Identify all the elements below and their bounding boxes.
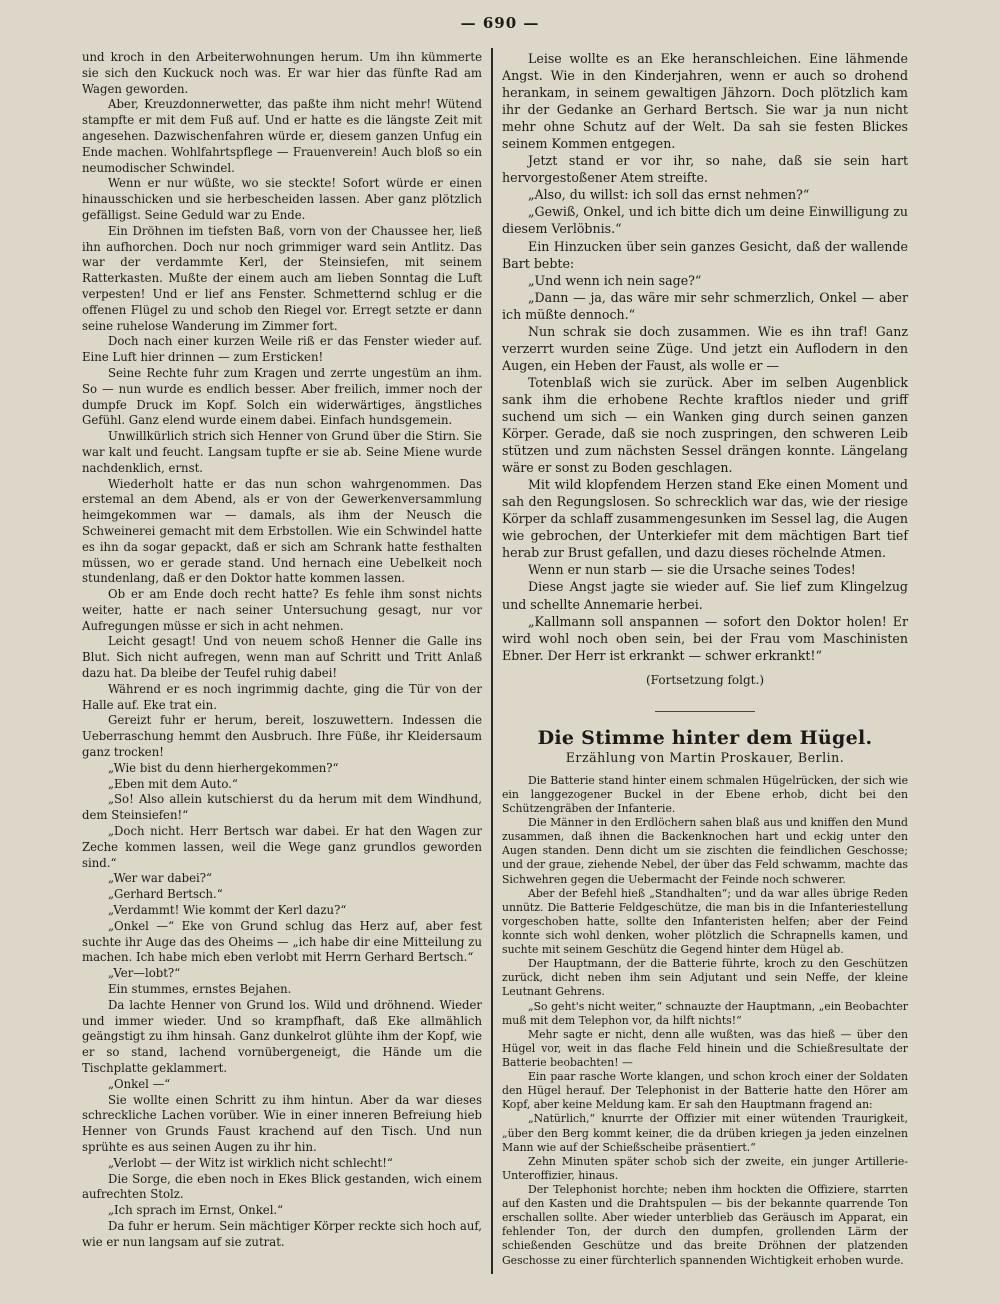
left-column — [82, 50, 482, 1251]
paragraph: Ein stummes, ernstes Bejahen. — [108, 982, 292, 997]
right-column — [502, 50, 908, 1268]
paragraph: Jetzt stand er vor ihr, so nahe, daß sie sein hart hervorgestoßener Atem streifte. — [502, 153, 908, 186]
paragraph: Aber, Kreuzdonnerwetter, das paßte ihm nicht mehr! Wütend stampfte er mit dem Fuß auf. Und er hatte es die längste Zeit mit angesehen. Dazwischenfahren würde er, diesem ganzen Unfug ein Ende machen. Wohlfahrtspflege — Frauenverein! Auch bloß so ein neumodischer Schwindel. — [82, 97, 482, 175]
paragraph: Diese Angst jagte sie wieder auf. Sie lief zum Klingelzug und schellte Annemarie herbei. — [502, 579, 908, 612]
paragraph: „Kallmann soll anspannen — sofort den Doktor holen! Er wird wohl noch oben sein, bei der Frau vom Maschinisten Ebner. Der Herr ist erkrankt — schwer erkrankt!“ — [502, 613, 908, 663]
paragraph: Ein Dröhnen im tiefsten Baß, vorn von der Chaussee her, ließ ihn aufhorchen. Doch nur noch grimmiger ward sein Antlitz. Das war der verdammte Kerl, der Steinsiefen, mit seinem Ratterkasten. Mußte der einem auch am lieben Sonntag die Luft verpesten! Und er lief ans Fenster. Schmetternd schlug er die offenen Flügel zu und schob den Riegel vor. Erregt setzte er dann seine ruhelose Wanderung im Zimmer fort. — [82, 223, 482, 333]
paragraph: „Onkel —“ — [108, 1076, 171, 1091]
paragraph: „Und wenn ich nein sage?“ — [528, 272, 702, 288]
paragraph: Ein paar rasche Worte klangen, und schon kroch einer der Soldaten den Hügel herauf. Der Telephonist in der Batterie hatte den Hörer am Kopf, aber keine Meldung kam. Er sah den Hauptmann fragend an: — [502, 1070, 908, 1112]
paragraph: Wenn er nun starb — sie die Ursache seines Todes! — [528, 562, 856, 578]
paragraph: „Ich sprach im Ernst, Onkel.“ — [108, 1203, 284, 1218]
section-separator — [655, 711, 755, 712]
paragraph: Da fuhr er herum. Sein mächtiger Körper reckte sich hoch auf, wie er nun langsam auf sie zutrat. — [82, 1218, 482, 1249]
paragraph: „Gewiß, Onkel, und ich bitte dich um deine Einwilligung zu diesem Verlöbnis.“ — [502, 204, 908, 237]
paragraph: Die Männer in den Erdlöchern sahen blaß aus und kniffen den Mund zusammen, daß ihnen die Backenknochen hart und eckig unter den Augen standen. Denn dicht um sie zischten die feindlichen Geschosse; und der graue, ziehende Nebel, der über das Feld schwamm, machte das Sichwehren gegen die Uebermacht der Feinde noch schwerer. — [502, 816, 908, 886]
paragraph: Mehr sagte er nicht, denn alle wußten, was das hieß — über den Hügel vor, weit in das flache Feld hinein und die Schießresultate der Batterie beobachten! — — [502, 1027, 908, 1070]
paragraph: Da lachte Henner von Grund los. Wild und dröhnend. Wieder und immer wieder. Und so krampfhaft, daß Eke allmählich geängstigt zu ihm hinsah. Ganz dunkelrot glühte ihm der Kopf, wie er so stand, lachend vornübergeneigt, die Hände um die Tischplatte geklammert. — [82, 997, 482, 1075]
continuation-note: (Fortsetzung folgt.) — [646, 672, 764, 687]
paragraph: „So! Also allein kutschierst du da herum mit dem Windhund, dem Steinsiefen!“ — [82, 792, 482, 823]
paragraph: „Doch nicht. Herr Bertsch war dabei. Er hat den Wagen zur Zeche kommen lassen, weil die Wege ganz grundlos geworden sind.“ — [82, 824, 482, 870]
paragraph: „Wie bist du denn hierhergekommen?“ — [108, 760, 339, 775]
paragraph: Doch nach einer kurzen Weile riß er das Fenster wieder auf. Eine Luft hier drinnen — zum Ersticken! — [82, 334, 482, 365]
paragraph: „Verlobt — der Witz ist wirklich nicht schlecht!“ — [108, 1155, 393, 1170]
paragraph: Leise wollte es an Eke heranschleichen. Eine lähmende Angst. Wie in den Kinderjahren, wenn er auch so drohend herankam, in seinem gewaltigen Jähzorn. Doch plötzlich kam ihr der Gedanke an Gerhard Bertsch. Sie war ja nun nicht mehr ohne Schutz auf der Welt. Da sah sie festen Blickes seinem Kommen entgegen. — [502, 51, 908, 152]
page-number: — 690 — — [460, 14, 540, 32]
paragraph: Leicht gesagt! Und von neuem schoß Henner die Galle ins Blut. Sich nicht aufregen, wenn man auf Schritt und Tritt Anlaß dazu hat. Da bleibe der Teufel ruhig dabei! — [82, 634, 482, 681]
paragraph: Während er es noch ingrimmig dachte, ging die Tür von der Halle auf. Eke trat ein. — [82, 681, 482, 712]
paragraph: Ein Hinzucken über sein ganzes Gesicht, daß der wallende Bart bebte: — [502, 238, 908, 271]
paragraph: Gereizt fuhr er herum, bereit, loszuwettern. Indessen die Ueberraschung hemmt den Ausbruch. Ihre Füße, ihr Kleidersaum ganz trocken! — [82, 713, 482, 760]
paragraph: Wenn er nur wüßte, wo sie steckte! Sofort würde er einen hinausschicken und sie herbescheiden lassen. Aber ganz plötzlich gefälligst. Seine Geduld war zu Ende. — [82, 176, 482, 222]
paragraph: Aber der Befehl hieß „Standhalten“; und da war alles übrige Reden unnütz. Die Batterie Feldgeschütze, die man bis in die Infanteriestellung vorgeschoben hatte, sollte den Infanteristen helfen; aber der Feind konnte sich wohl denken, woher plötzlich die Schrapnells kamen, und suchte mit seinem Geschütz die Gegend hinter dem Hügel ab. — [502, 886, 908, 957]
paragraph: Unwillkürlich strich sich Henner von Grund über die Stirn. Sie war kalt und feucht. Langsam tupfte er sie ab. Seine Miene wurde nachdenklich, ernst. — [82, 429, 482, 475]
paragraph: Ob er am Ende doch recht hatte? Es fehle ihm sonst nichts weiter, hatte er nach seiner Untersuchung gesagt, nur vor Aufregungen müsse er sich in acht nehmen. — [82, 587, 482, 633]
paragraph: Die Sorge, die eben noch in Ekes Blick gestanden, wich einem aufrechten Stolz. — [82, 1171, 482, 1202]
paragraph: Seine Rechte fuhr zum Kragen und zerrte ungestüm an ihm. So — nun wurde es endlich besser. Aber freilich, immer noch der dumpfe Druck im Kopf. Solch ein widerwärtiges, ängstliches Gefühl. Ganz elend wurde einem dabei. Einfach hundsgemein. — [82, 365, 482, 428]
story-title: Die Stimme hinter dem Hügel. — [537, 726, 873, 749]
paragraph: Wiederholt hatte er das nun schon wahrgenommen. Das erstemal an dem Abend, als er von der Gewerkenversammlung heimgekommen war — damals, als ihm der Neusch die Schweinerei gemacht mit dem Erbstollen. Wie ein Schwindel hatte es ihn da sogar gepackt, daß er sich am Schrank hatte festhalten müssen, wo er gerade stand. Und hernach eine Uebelkeit noch stundenlang, daß er den Doktor hatte kommen lassen. — [82, 476, 482, 586]
paragraph: Mit wild klopfendem Herzen stand Eke einen Moment und sah den Regungslosen. So schrecklich war das, wie der riesige Körper da schlaff zusammengesunken im Sessel lag, die Augen wie gebrochen, der Unterkiefer mit dem mächtigen Bart tief herab zur Brust gefallen, und dazu dieses röchelnde Atmen. — [502, 477, 908, 561]
paragraph: „Ver—lobt?“ — [108, 966, 181, 981]
story-body — [502, 774, 908, 1268]
paragraph: Der Hauptmann, der die Batterie führte, kroch zu den Geschützen zurück, dicht neben ihm sein Adjutant und sein Neffe, der kleine Leutnant Gehrens. — [502, 957, 908, 999]
paragraph: „Verdammt! Wie kommt der Kerl dazu?“ — [108, 903, 347, 918]
paragraph: Totenblaß wich sie zurück. Aber im selben Augenblick sank ihm die erhobene Rechte kraftlos nieder und griff suchend um sich — ein Wanken ging durch seinen ganzen Körper. Gerade, daß sie noch zuspringen, den schweren Leib stützen und zum nächsten Sessel drängen konnte. Längelang wäre er sonst zu Boden geschlagen. — [502, 374, 908, 476]
novel-continuation — [502, 50, 908, 664]
paragraph: „Natürlich,“ knurrte der Offizier mit einer wütenden Traurigkeit, „über den Berg kommt keiner, die da drüben kriegen ja jeden einzelnen Mann wie auf der Schießscheibe präsentiert.“ — [502, 1112, 908, 1154]
paragraph: „Wer war dabei?“ — [108, 871, 213, 886]
paragraph: „Onkel —“ Eke von Grund schlug das Herz auf, aber fest suchte ihr Auge das des Oheims — „ich habe dir eine Mitteilung zu machen. Ich habe mich eben verlobt mit Herrn Gerhard Bertsch.“ — [82, 918, 482, 965]
paragraph: „Eben mit dem Auto.“ — [108, 776, 238, 791]
paragraph: und kroch in den Arbeiterwohnungen herum. Um ihn kümmerte sie sich den Kuckuck noch was. Er war hier das fünfte Rad am Wagen geworden. — [82, 50, 482, 96]
paragraph: Sie wollte einen Schritt zu ihm hintun. Aber da war dieses schreckliche Lachen vorüber. Wie in einer inneren Befreiung hieb Henner von Grunds Faust krachend auf den Tisch. Und nun sprühte es aus seinen Augen zu ihr hin. — [82, 1092, 482, 1154]
paragraph: Die Batterie stand hinter einem schmalen Hügelrücken, der sich wie ein langgezogener Buckel in der Ebene erhob, dicht bei den Schützengräben der Infanterie. — [502, 773, 908, 816]
column-divider — [491, 48, 493, 1274]
paragraph: Nun schrak sie doch zusammen. Wie es ihn traf! Ganz verzerrt wurden seine Züge. Und jetzt ein Auflodern in den Augen, ein Heben der Faust, als wolle er — — [502, 323, 908, 373]
paragraph: Der Telephonist horchte; neben ihm hockten die Offiziere, starrten auf den Kasten und die Drahtspulen — bis der bekannte quarrende Ton erschallen sollte. Aber wieder unterblieb das Geräusch im Apparat, ein fehlender Ton, der durch den dumpfen, grollenden Lärm der schießenden Geschütze und das breite Dröhnen der platzenden Geschosse zu einer fürchterlich spannenden Wichtigkeit erhoben wurde. — [502, 1183, 908, 1267]
paragraph: „Also, du willst: ich soll das ernst nehmen?“ — [528, 187, 810, 203]
story-byline: Erzählung von Martin Proskauer, Berlin. — [565, 749, 845, 765]
paragraph: „So geht's nicht weiter,“ schnauzte der Hauptmann, „ein Beobachter muß mit dem Telephon vor, da hilft nichts!“ — [502, 999, 908, 1027]
paragraph: Zehn Minuten später schob sich der zweite, ein junger Artillerie-Unteroffizier, hinaus. — [502, 1154, 908, 1182]
paragraph: „Gerhard Bertsch.“ — [108, 887, 223, 902]
paragraph: „Dann — ja, das wäre mir sehr schmerzlich, Onkel — aber ich müßte dennoch.“ — [502, 289, 908, 322]
